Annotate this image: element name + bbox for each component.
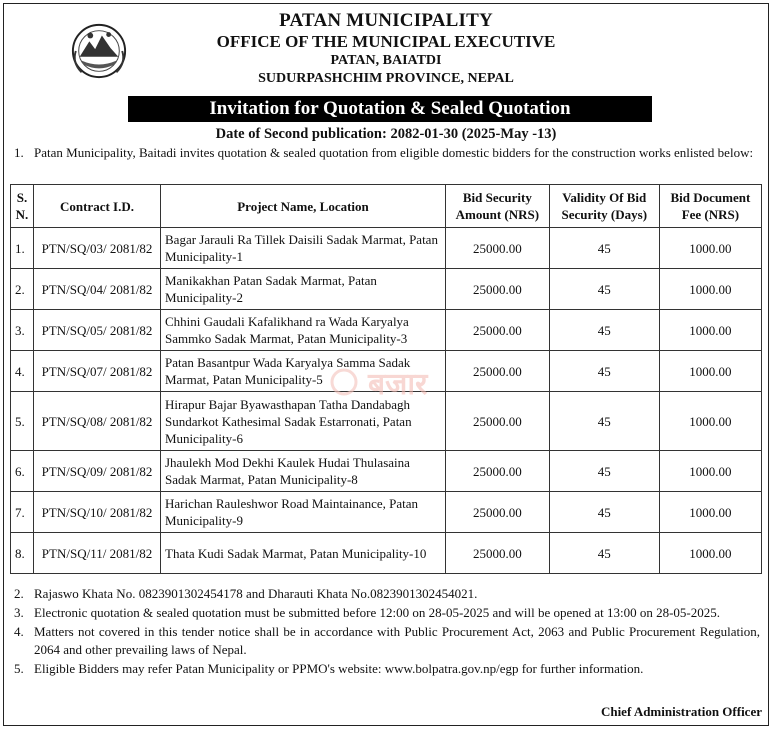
publication-date: Date of Second publication: 2082-01-30 (2025-May -13) bbox=[215, 126, 557, 142]
watermark-text: बजार bbox=[368, 367, 428, 402]
works-table bbox=[10, 184, 762, 574]
table-row bbox=[11, 451, 762, 492]
intro-text: Patan Municipality, Baitadi invites quotation & sealed quotation from eligible domestic bidders for the construction works enlisted below: bbox=[34, 145, 754, 160]
cell-project: Thata Kudi Sadak Marmat, Patan Municipality-10 bbox=[161, 533, 446, 574]
note-text: Matters not covered in this tender notice shall be in accordance with Public Procurement Act, 2063 and Public Procurement Regulation, 2064 and other prevailing laws of Nepal. bbox=[34, 624, 760, 657]
cell-bid-security: 25000.00 bbox=[446, 451, 550, 492]
cell-sn: 3. bbox=[11, 310, 34, 351]
note-number: 3. bbox=[14, 605, 24, 620]
office-name: OFFICE OF THE MUNICIPAL EXECUTIVE bbox=[216, 32, 556, 51]
cell-contract-id: PTN/SQ/07/ 2081/82 bbox=[34, 351, 161, 392]
note-number: 4. bbox=[14, 624, 24, 639]
note-text: Electronic quotation & sealed quotation must be submitted before 12:00 on 28-05-2025 and will be opened at 13:00 on 28-05-2025. bbox=[34, 605, 720, 620]
tender-notice bbox=[3, 3, 769, 726]
office-province: SUDURPASHCHIM PROVINCE, NEPAL bbox=[258, 71, 514, 86]
header-validity: Validity Of Bid Security (Days) bbox=[549, 185, 659, 228]
cell-sn: 5. bbox=[11, 392, 34, 451]
cell-doc-fee: 1000.00 bbox=[659, 310, 761, 351]
cell-project: Jhaulekh Mod Dekhi Kaulek Hudai Thulasaina Sadak Marmat, Patan Municipality-8 bbox=[161, 451, 446, 492]
notes-list bbox=[14, 585, 760, 679]
header-project: Project Name, Location bbox=[161, 185, 446, 228]
cell-bid-security: 25000.00 bbox=[446, 228, 550, 269]
note-item bbox=[14, 623, 760, 659]
table-header-row bbox=[11, 185, 762, 228]
cell-validity: 45 bbox=[549, 492, 659, 533]
cell-doc-fee: 1000.00 bbox=[659, 351, 761, 392]
cell-validity: 45 bbox=[549, 392, 659, 451]
cell-validity: 45 bbox=[549, 228, 659, 269]
notice-title-banner: Invitation for Quotation & Sealed Quotation bbox=[128, 96, 652, 122]
cell-project: Chhini Gaudali Kafalikhand ra Wada Karyalya Sammko Sadak Marmat, Patan Municipality-3 bbox=[161, 310, 446, 351]
note-item bbox=[14, 660, 760, 678]
note-item bbox=[14, 585, 760, 603]
cell-project: Manikakhan Patan Sadak Marmat, Patan Municipality-2 bbox=[161, 269, 446, 310]
org-name: PATAN MUNICIPALITY bbox=[279, 10, 493, 31]
cell-sn: 4. bbox=[11, 351, 34, 392]
cell-contract-id: PTN/SQ/11/ 2081/82 bbox=[34, 533, 161, 574]
cell-validity: 45 bbox=[549, 351, 659, 392]
header-bid-security: Bid Security Amount (NRS) bbox=[446, 185, 550, 228]
cell-sn: 6. bbox=[11, 451, 34, 492]
cell-contract-id: PTN/SQ/03/ 2081/82 bbox=[34, 228, 161, 269]
cell-bid-security: 25000.00 bbox=[446, 533, 550, 574]
cell-contract-id: PTN/SQ/08/ 2081/82 bbox=[34, 392, 161, 451]
note-number: 5. bbox=[14, 661, 24, 676]
table-row bbox=[11, 269, 762, 310]
signatory-title: Chief Administration Officer bbox=[600, 704, 762, 719]
cell-bid-security: 25000.00 bbox=[446, 310, 550, 351]
cell-doc-fee: 1000.00 bbox=[659, 492, 761, 533]
cell-sn: 7. bbox=[11, 492, 34, 533]
table-row bbox=[11, 310, 762, 351]
note-number: 2. bbox=[14, 586, 24, 601]
note-item bbox=[14, 604, 760, 622]
cell-contract-id: PTN/SQ/10/ 2081/82 bbox=[34, 492, 161, 533]
header-contract-id: Contract I.D. bbox=[34, 185, 161, 228]
note-text: Eligible Bidders may refer Patan Municipality or PPMO's website: www.bolpatra.gov.np/egp for further information. bbox=[34, 661, 644, 676]
table-row bbox=[11, 351, 762, 392]
cell-project: Hirapur Bajar Byawasthapan Tatha Dandabagh Sundarkot Kathesimal Sadak Estarronati, Patan Municipality-6 bbox=[161, 392, 446, 451]
cell-contract-id: PTN/SQ/04/ 2081/82 bbox=[34, 269, 161, 310]
cell-doc-fee: 1000.00 bbox=[659, 392, 761, 451]
table-row bbox=[11, 492, 762, 533]
cell-validity: 45 bbox=[549, 533, 659, 574]
cell-validity: 45 bbox=[549, 269, 659, 310]
table-row bbox=[11, 533, 762, 574]
cell-project: Bagar Jarauli Ra Tillek Daisili Sadak Marmat, Patan Municipality-1 bbox=[161, 228, 446, 269]
cell-sn: 1. bbox=[11, 228, 34, 269]
cell-doc-fee: 1000.00 bbox=[659, 533, 761, 574]
cell-validity: 45 bbox=[549, 451, 659, 492]
header-sn: S. N. bbox=[11, 185, 34, 228]
cell-doc-fee: 1000.00 bbox=[659, 451, 761, 492]
intro-number: 1. bbox=[14, 145, 24, 160]
cell-bid-security: 25000.00 bbox=[446, 492, 550, 533]
cell-validity: 45 bbox=[549, 310, 659, 351]
cell-doc-fee: 1000.00 bbox=[659, 269, 761, 310]
cell-project: Harichan Rauleshwor Road Maintainance, Patan Municipality-9 bbox=[161, 492, 446, 533]
cell-bid-security: 25000.00 bbox=[446, 269, 550, 310]
note-text: Rajaswo Khata No. 0823901302454178 and Dharauti Khata No.0823901302454021. bbox=[34, 586, 478, 601]
cell-sn: 2. bbox=[11, 269, 34, 310]
cell-doc-fee: 1000.00 bbox=[659, 228, 761, 269]
cell-contract-id: PTN/SQ/05/ 2081/82 bbox=[34, 310, 161, 351]
cell-project: Patan Basantpur Wada Karyalya Samma Sadak Marmat, Patan Municipality-5 bbox=[161, 351, 446, 392]
table-row bbox=[11, 228, 762, 269]
table-row bbox=[11, 392, 762, 451]
cell-bid-security: 25000.00 bbox=[446, 351, 550, 392]
office-location: PATAN, BAIATDI bbox=[330, 53, 442, 68]
cell-bid-security: 25000.00 bbox=[446, 392, 550, 451]
intro-paragraph bbox=[14, 144, 760, 161]
cell-contract-id: PTN/SQ/09/ 2081/82 bbox=[34, 451, 161, 492]
letterhead bbox=[4, 10, 768, 88]
cell-sn: 8. bbox=[11, 533, 34, 574]
header-doc-fee: Bid Document Fee (NRS) bbox=[659, 185, 761, 228]
